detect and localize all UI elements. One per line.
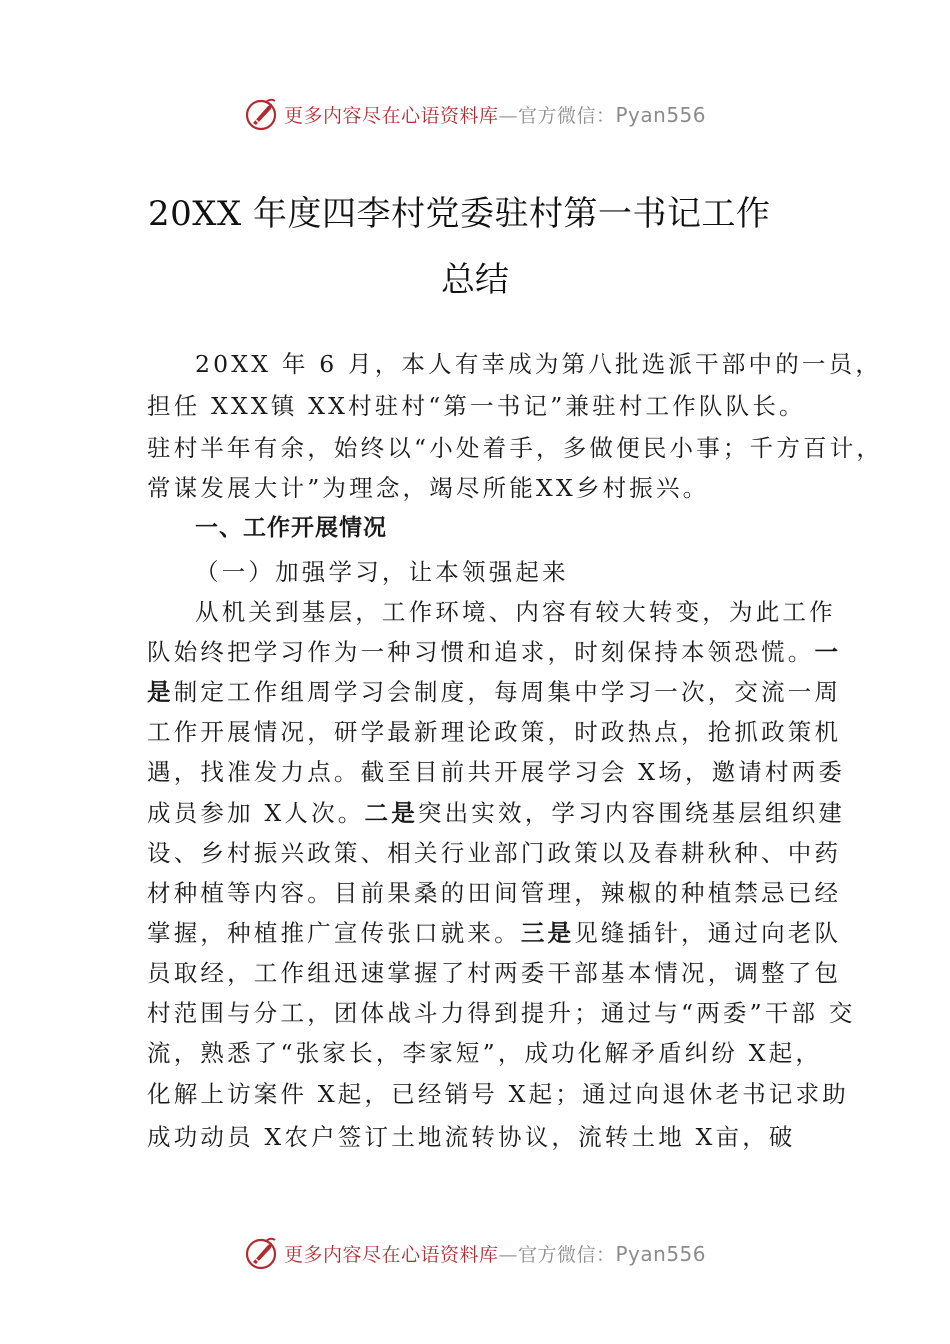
para2-text: 突出实效，学习内容围绕基层组织建 [417,799,846,827]
para2-line1: 从机关到基层，工作环境、内容有较大转变，为此工作 [195,598,836,626]
para2-line2 [147,636,842,668]
banner-wechat-label: 官方微信： [517,104,616,127]
para2-text: 掌握，种植推广宣传张口就来。 [147,919,521,947]
banner-dash: — [498,1243,518,1266]
section-heading-1: 一、工作开展情况 [195,515,387,541]
para2-line13: 化解上访案件 X起，已经销号 X起；通过向退休老书记求助 [147,1080,849,1108]
pen-nib-logo-icon [244,1235,280,1271]
para2-line11: 村范围与分工，团体战斗力得到提升；通过与“两委”干部 交 [147,999,856,1027]
para2-bold-marker: 二是 [364,799,418,827]
header-banner [0,94,950,134]
pen-nib-logo-icon [244,96,280,132]
para2-line8: 材种植等内容。目前果桑的田间管理，辣椒的种植禁忌已经 [147,879,842,907]
banner-wechat-label: 官方微信： [517,1243,616,1266]
para2-text: 队始终把学习作为一种习惯和追求，时刻保持本领恐慌。 [147,638,815,666]
para2-line5: 遇，找准发力点。截至目前共开展学习会 X场，邀请村两委 [147,758,846,786]
para2-text: 见缝插针，通过向老队 [574,919,842,947]
para2-bold-marker: 是 [147,678,174,706]
para1-line4: 常谋发展大计”为理念，竭尽所能XX乡村振兴。 [147,474,710,502]
para2-text: 制定工作组周学习会制度，每周集中学习一次，交流一周 [173,678,842,706]
para2-bold-marker: 三是 [520,919,575,947]
banner-wechat-account: Pyan556 [615,1241,707,1266]
banner-site-name: 更多内容尽在心语资料库 [283,104,499,127]
banner-text [284,1240,706,1267]
banner-wechat-account: Pyan556 [615,102,707,127]
para2-line7: 设、乡村振兴政策、相关行业部门政策以及春耕秋种、中药 [147,839,842,867]
doc-title-line1: 20XX 年度四李村党委驻村第一书记工作 [148,194,771,234]
banner-site-name: 更多内容尽在心语资料库 [283,1243,499,1266]
para2-bold-marker: 一 [814,638,842,666]
banner-dash: — [498,104,518,127]
para2-line4: 工作开展情况，研学最新理论政策，时政热点，抢抓政策机 [147,718,842,746]
para2-text: 成员参加 X人次。 [147,799,365,827]
footer-banner [0,1233,950,1273]
banner-text [284,101,706,128]
para2-line12: 流，熟悉了“张家长，李家短”，成功化解矛盾纠纷 X起， [147,1039,823,1067]
para2-line3 [147,676,842,708]
para2-line10: 员取经，工作组迅速掌握了村两委干部基本情况，调整了包 [147,959,842,987]
para2-line9 [147,917,842,949]
para1-line2: 担任 XXX镇 XX村驻村“第一书记”兼驻村工作队队长。 [147,392,806,420]
para1-line3: 驻村半年有余，始终以“小处着手，多做便民小事；千方百计， [147,434,884,462]
para1-line1: 20XX 年 6 月，本人有幸成为第八批选派干部中的一员， [195,350,883,378]
para2-line14: 成功动员 X农户签订土地流转协议，流转土地 X亩，破 [147,1123,796,1151]
para2-line6 [147,797,846,829]
doc-title-line2: 总结 [441,260,509,300]
subsection-heading-1: （一）加强学习，让本领强起来 [195,558,569,586]
